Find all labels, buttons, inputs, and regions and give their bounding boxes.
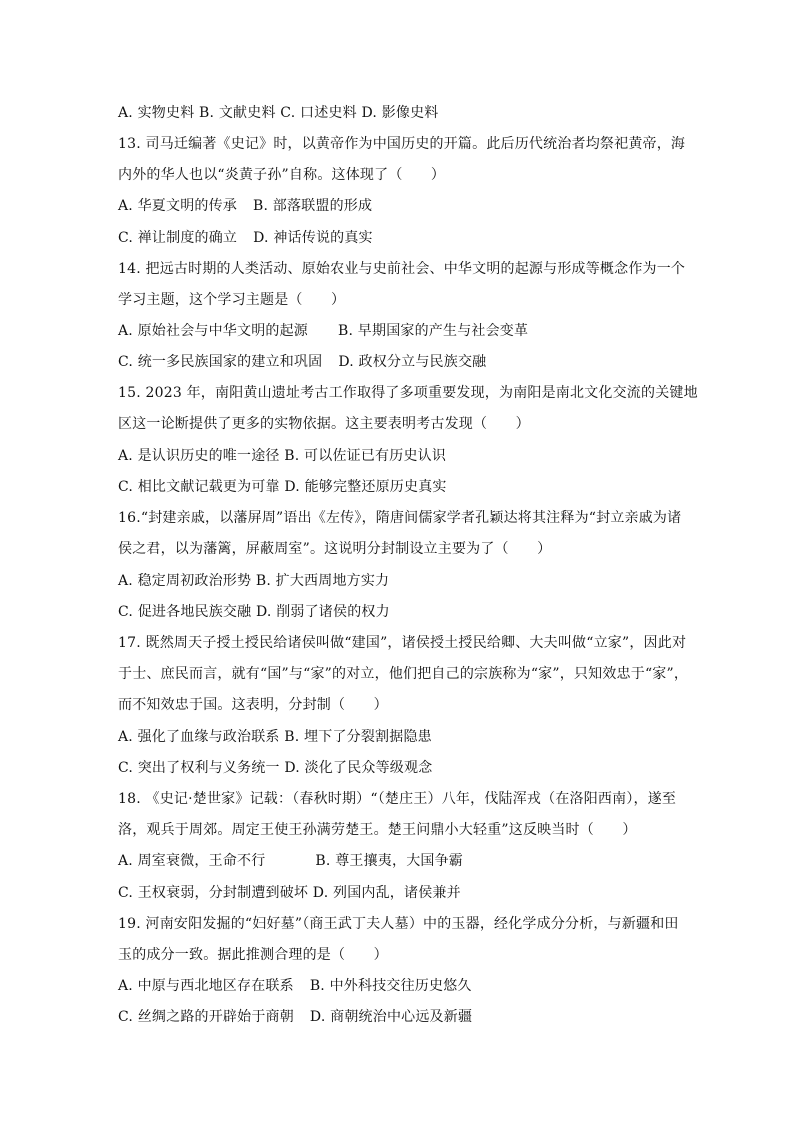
q14-stem-line2: 学习主题，这个学习主题是（ ）	[118, 292, 346, 308]
q17-options-cd[interactable]: C. 突出了权利与义务统一 D. 淡化了民众等级观念	[118, 760, 433, 776]
q15-stem-line1: 15. 2023 年，南阳黄山遗址考古工作取得了多项重要发现，为南阳是南北文化交流的关键地	[118, 385, 698, 401]
q16-options-ab[interactable]: A. 稳定周初政治形势 B. 扩大西周地方实力	[118, 573, 390, 589]
q14-option-b[interactable]: B. 早期国家的产生与社会变革	[338, 323, 529, 339]
q14-stem-line1: 14. 把远古时期的人类活动、原始农业与史前社会、中华文明的起源与形成等概念作为一个	[118, 261, 686, 277]
q18-options-cd[interactable]: C. 王权衰弱，分封制遭到破坏 D. 列国内乱，诸侯兼并	[118, 885, 461, 901]
q15-stem-line2: 区这一论断提供了更多的实物依据。这主要表明考古发现（ ）	[118, 416, 530, 432]
q16-stem-line2: 侯之君，以为藩篱，屏蔽周室”。这说明分封制设立主要为了（ ）	[118, 541, 552, 557]
q17-stem-line3: 而不知效忠于国。这表明，分封制（ ）	[118, 697, 388, 713]
q14-options-cd	[118, 353, 486, 371]
q16-options-cd[interactable]: C. 促进各地民族交融 D. 削弱了诸侯的权力	[118, 604, 390, 620]
q13-option-d[interactable]: D. 神话传说的真实	[253, 230, 373, 246]
q17-options-ab[interactable]: A. 强化了血缘与政治联系 B. 埋下了分裂割据隐患	[118, 729, 432, 745]
q15-options-cd[interactable]: C. 相比文献记载更为可靠 D. 能够完整还原历史真实	[118, 479, 447, 495]
q18-option-a[interactable]: A. 周室衰微，王命不行	[118, 853, 266, 869]
q19-option-b[interactable]: B. 中外科技交往历史悠久	[309, 978, 472, 994]
q18-stem-line2: 洛，观兵于周郊。周定王使王孙满劳楚王。楚王问鼎小大轻重”这反映当时（ ）	[118, 822, 637, 838]
q13-option-a[interactable]: A. 华夏文明的传承	[118, 198, 238, 214]
q19-stem-line2: 玉的成分一致。据此推测合理的是（ ）	[118, 947, 388, 963]
q15-options-ab[interactable]: A. 是认识历史的唯一途径 B. 可以佐证已有历史认识	[118, 448, 447, 464]
q14-options-ab	[118, 322, 528, 340]
q17-stem-line2: 于士、庶民而言，就有“国”与“家”的对立，他们把自己的宗族称为“家”，只知效忠于“家”，	[118, 666, 689, 682]
q19-option-a[interactable]: A. 中原与西北地区存在联系	[118, 978, 294, 994]
q19-options-cd	[118, 1008, 472, 1026]
q18-stem-line1: 18. 《史记·楚世家》记载：（春秋时期）“（楚庄王）八年，伐陆浑戎（在洛阳西南），遂至	[118, 791, 677, 807]
q19-option-c[interactable]: C. 丝绸之路的开辟始于商朝	[118, 1009, 294, 1025]
q13-option-c[interactable]: C. 禅让制度的确立	[118, 230, 238, 246]
q14-option-d[interactable]: D. 政权分立与民族交融	[338, 354, 487, 370]
q14-option-c[interactable]: C. 统一多民族国家的建立和巩固	[118, 354, 323, 370]
q13-options-ab	[118, 197, 372, 215]
q13-stem-line1: 13. 司马迁编著《史记》时，以黄帝作为中国历史的开篇。此后历代统治者均祭祀黄帝，海	[118, 136, 686, 152]
q13-option-b[interactable]: B. 部落联盟的形成	[253, 198, 373, 214]
q17-stem-line1: 17. 既然周天子授土授民给诸侯叫做“建国”，诸侯授土授民给卿、大夫叫做“立家”，因此对	[118, 635, 687, 651]
q14-option-a[interactable]: A. 原始社会与中华文明的起源	[118, 323, 309, 339]
q13-options-cd	[118, 229, 373, 247]
q16-stem-line1: 16.“封建亲戚，以藩屏周”语出《左传》，隋唐间儒家学者孔颖达将其注释为“封立亲戚为诸	[118, 510, 682, 526]
q18-options-ab	[118, 852, 463, 870]
q12-options: A. 实物史料 B. 文献史料 C. 口述史料 D. 影像史料	[118, 105, 439, 121]
q19-stem-line1: 19. 河南安阳发掘的“妇好墓”（商王武丁夫人墓）中的玉器，经化学成分分析，与新疆和田	[118, 916, 679, 932]
q19-options-ab	[118, 977, 472, 995]
q18-option-b[interactable]: B. 尊王攘夷，大国争霸	[315, 853, 464, 869]
q13-stem-line2: 内外的华人也以“炎黄子孙”自称。这体现了（ ）	[118, 167, 446, 183]
q19-option-d[interactable]: D. 商朝统治中心远及新疆	[309, 1009, 473, 1025]
